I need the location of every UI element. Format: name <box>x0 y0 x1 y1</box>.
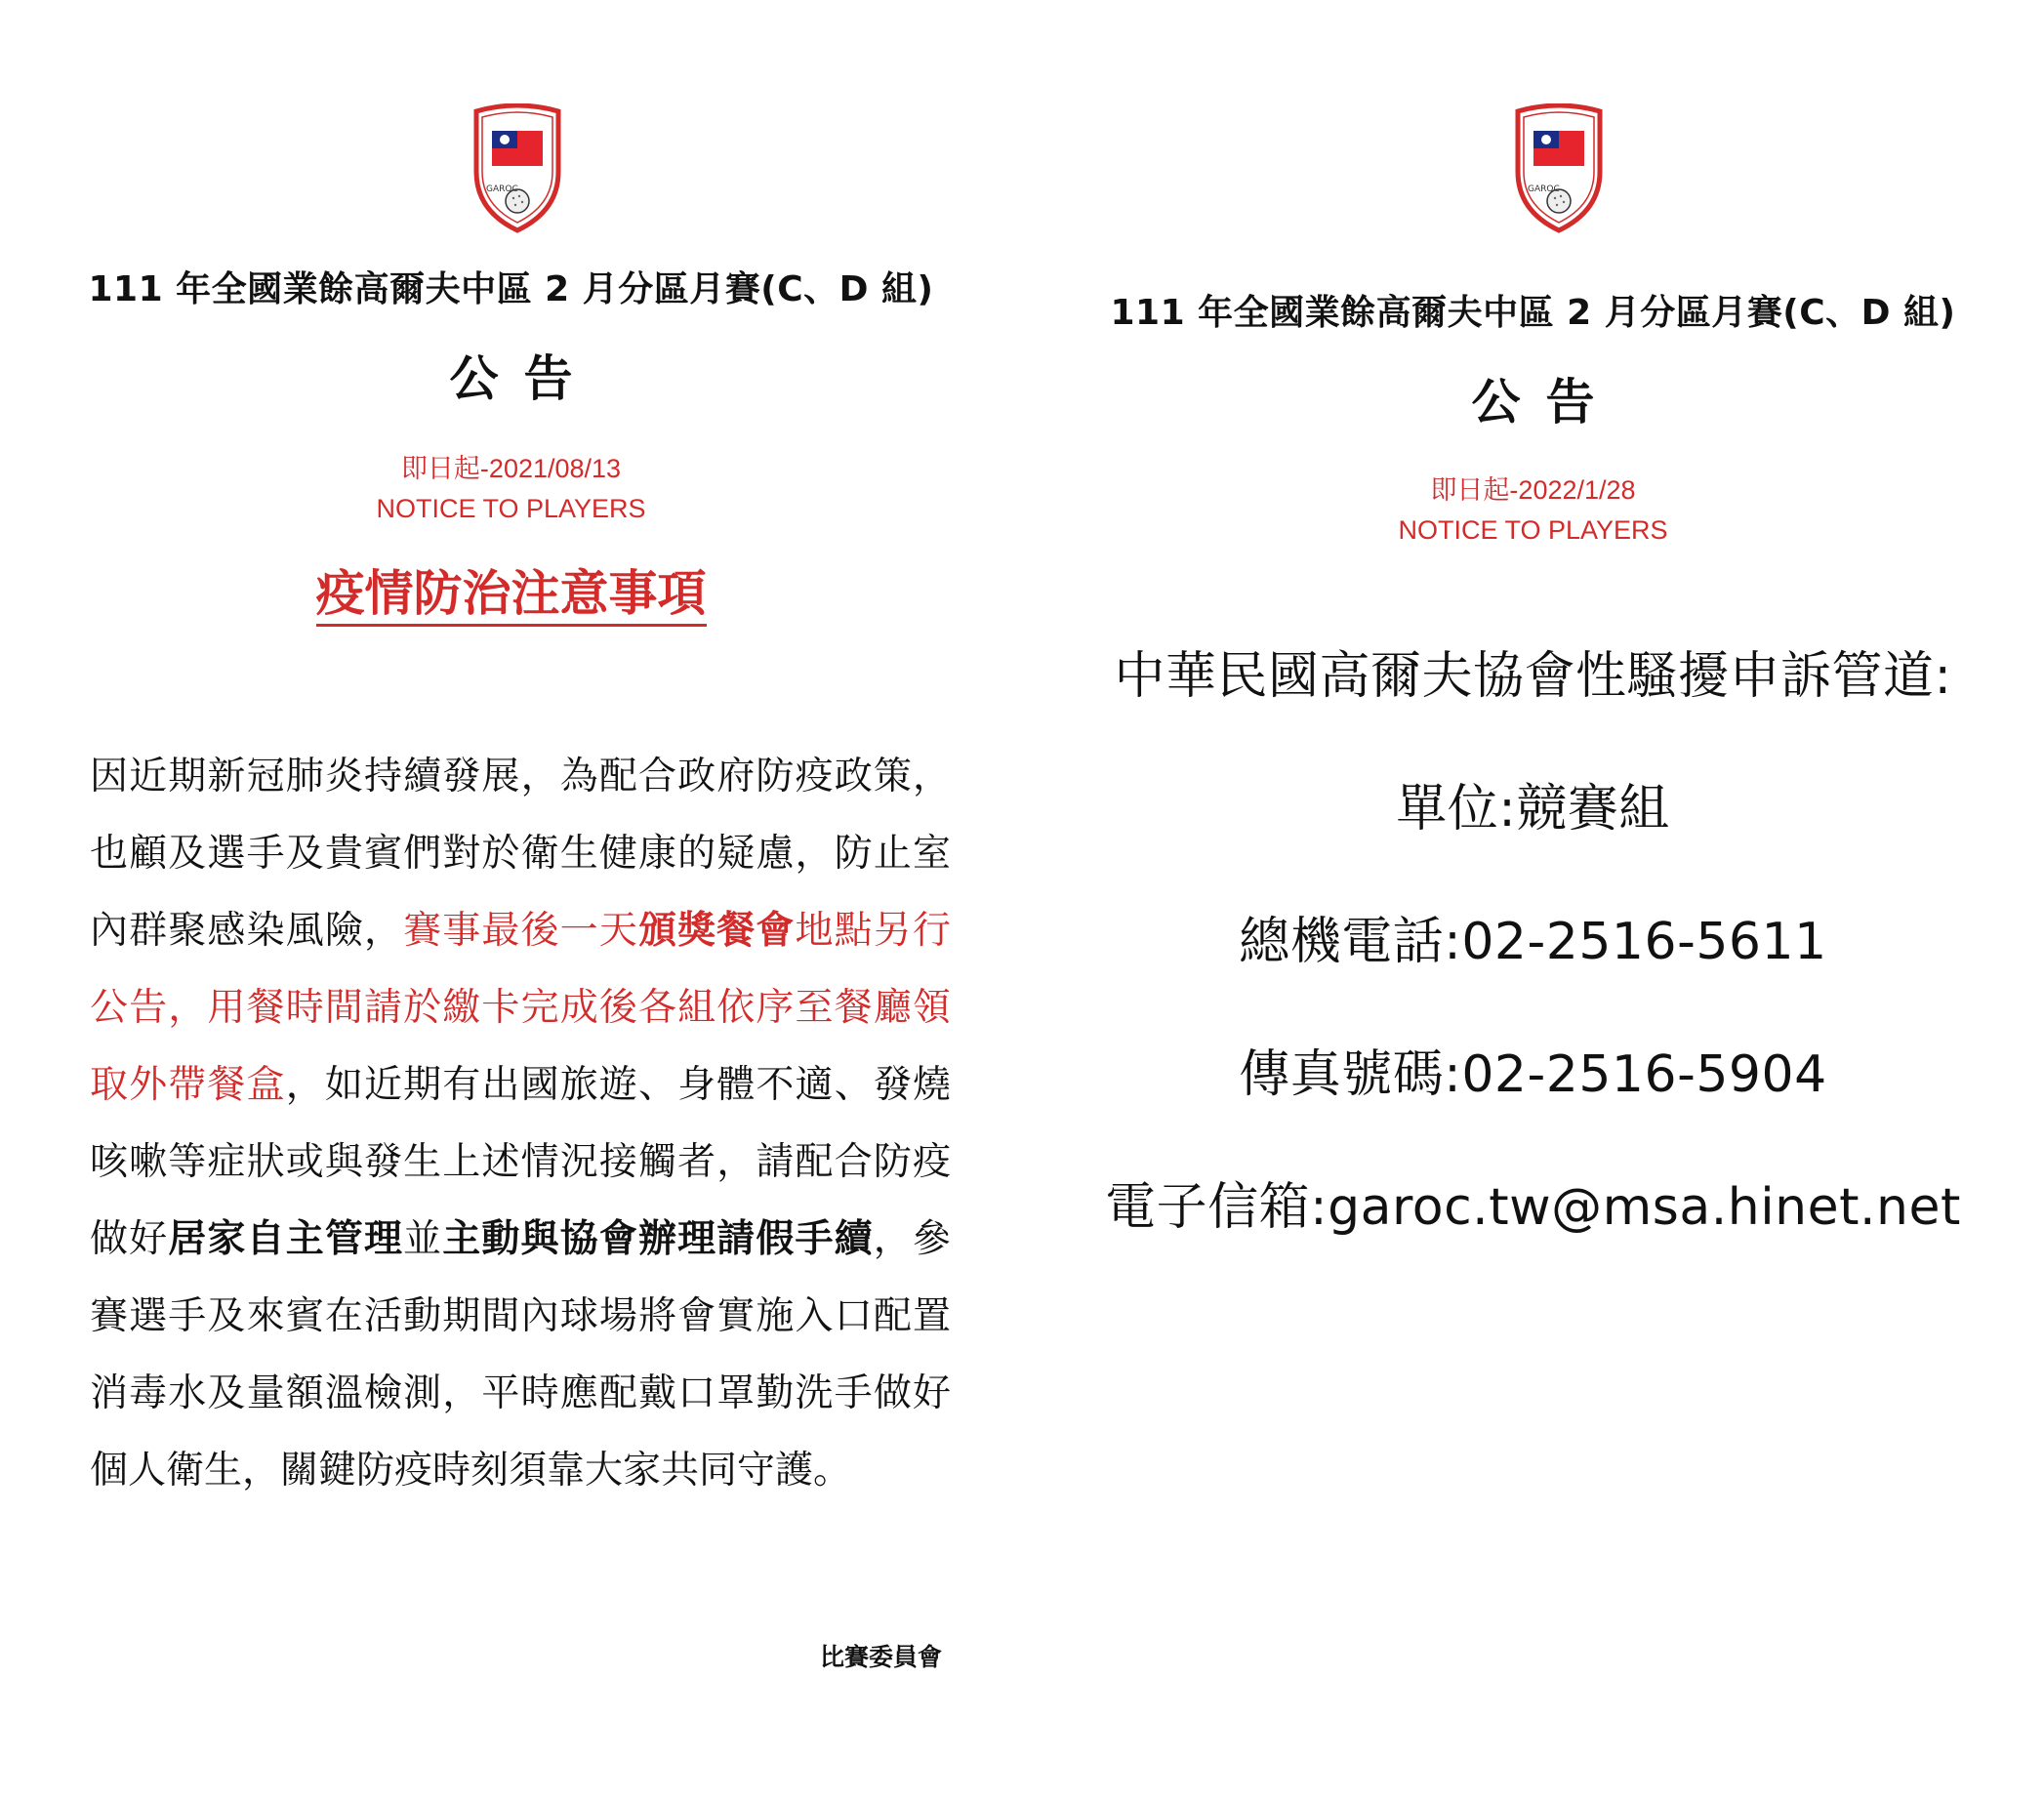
contact-fax: 傳真號碼:02-2516-5904 <box>1239 1045 1827 1104</box>
contact-unit: 單位:競賽組 <box>1396 780 1670 839</box>
section-heading: 疫情防治注意事項 <box>0 554 1022 625</box>
effective-date: 即日起-2022/1/28 <box>1430 475 1636 505</box>
announcement-title: 111 年全國業餘高爾夫中區 2 月分區月賽(C、D 組) <box>1110 293 1956 333</box>
effective-date: 即日起-2021/08/13 <box>400 454 622 483</box>
body-paragraph: 因近期新冠肺炎持續發展，為配合政府防疫政策，也顧及選手及貴賓們對於衛生健康的疑慮，防止室內群聚感染風險，賽事最後一天頒獎餐會地點另行公告，用餐時間請於繳卡完成後各組依序至餐廳領取外帶餐盒，如近期有出國旅遊、身體不適、發燒咳嗽等症狀或與發生上述情況接觸者，請配合防疫做好居家自主管理並主動與協會辦理請假手續，參賽選手及來賓在活動期間內球場將會實施入口配置消毒水及量額溫檢測，平時應配戴口罩勤洗手做好個人衛生，關鍵防疫時刻須靠大家共同守護。 <box>90 755 951 1493</box>
announcement-label: 公告 <box>1471 374 1620 430</box>
notice-to-players: NOTICE TO PLAYERS <box>376 494 646 523</box>
notice-to-players: NOTICE TO PLAYERS <box>1398 515 1668 545</box>
garoc-shield-logo-icon <box>470 103 564 234</box>
svg-text:GAROC: GAROC <box>486 184 518 194</box>
svg-text:GAROC: GAROC <box>1528 184 1560 194</box>
right-page <box>1022 0 2044 1800</box>
signature: 比賽委員會 <box>819 1643 942 1671</box>
announcement-label: 公告 <box>449 350 598 407</box>
harassment-channel-heading: 中華民國高爾夫協會性騷擾申訴管道: <box>1114 647 1952 706</box>
contact-email: 電子信箱:garoc.tw@msa.hinet.net <box>1105 1178 1961 1237</box>
announcement-title: 111 年全國業餘高爾夫中區 2 月分區月賽(C、D 組) <box>88 269 934 309</box>
garoc-shield-logo-icon <box>1512 103 1606 234</box>
contact-phone: 總機電話:02-2516-5611 <box>1239 913 1827 971</box>
